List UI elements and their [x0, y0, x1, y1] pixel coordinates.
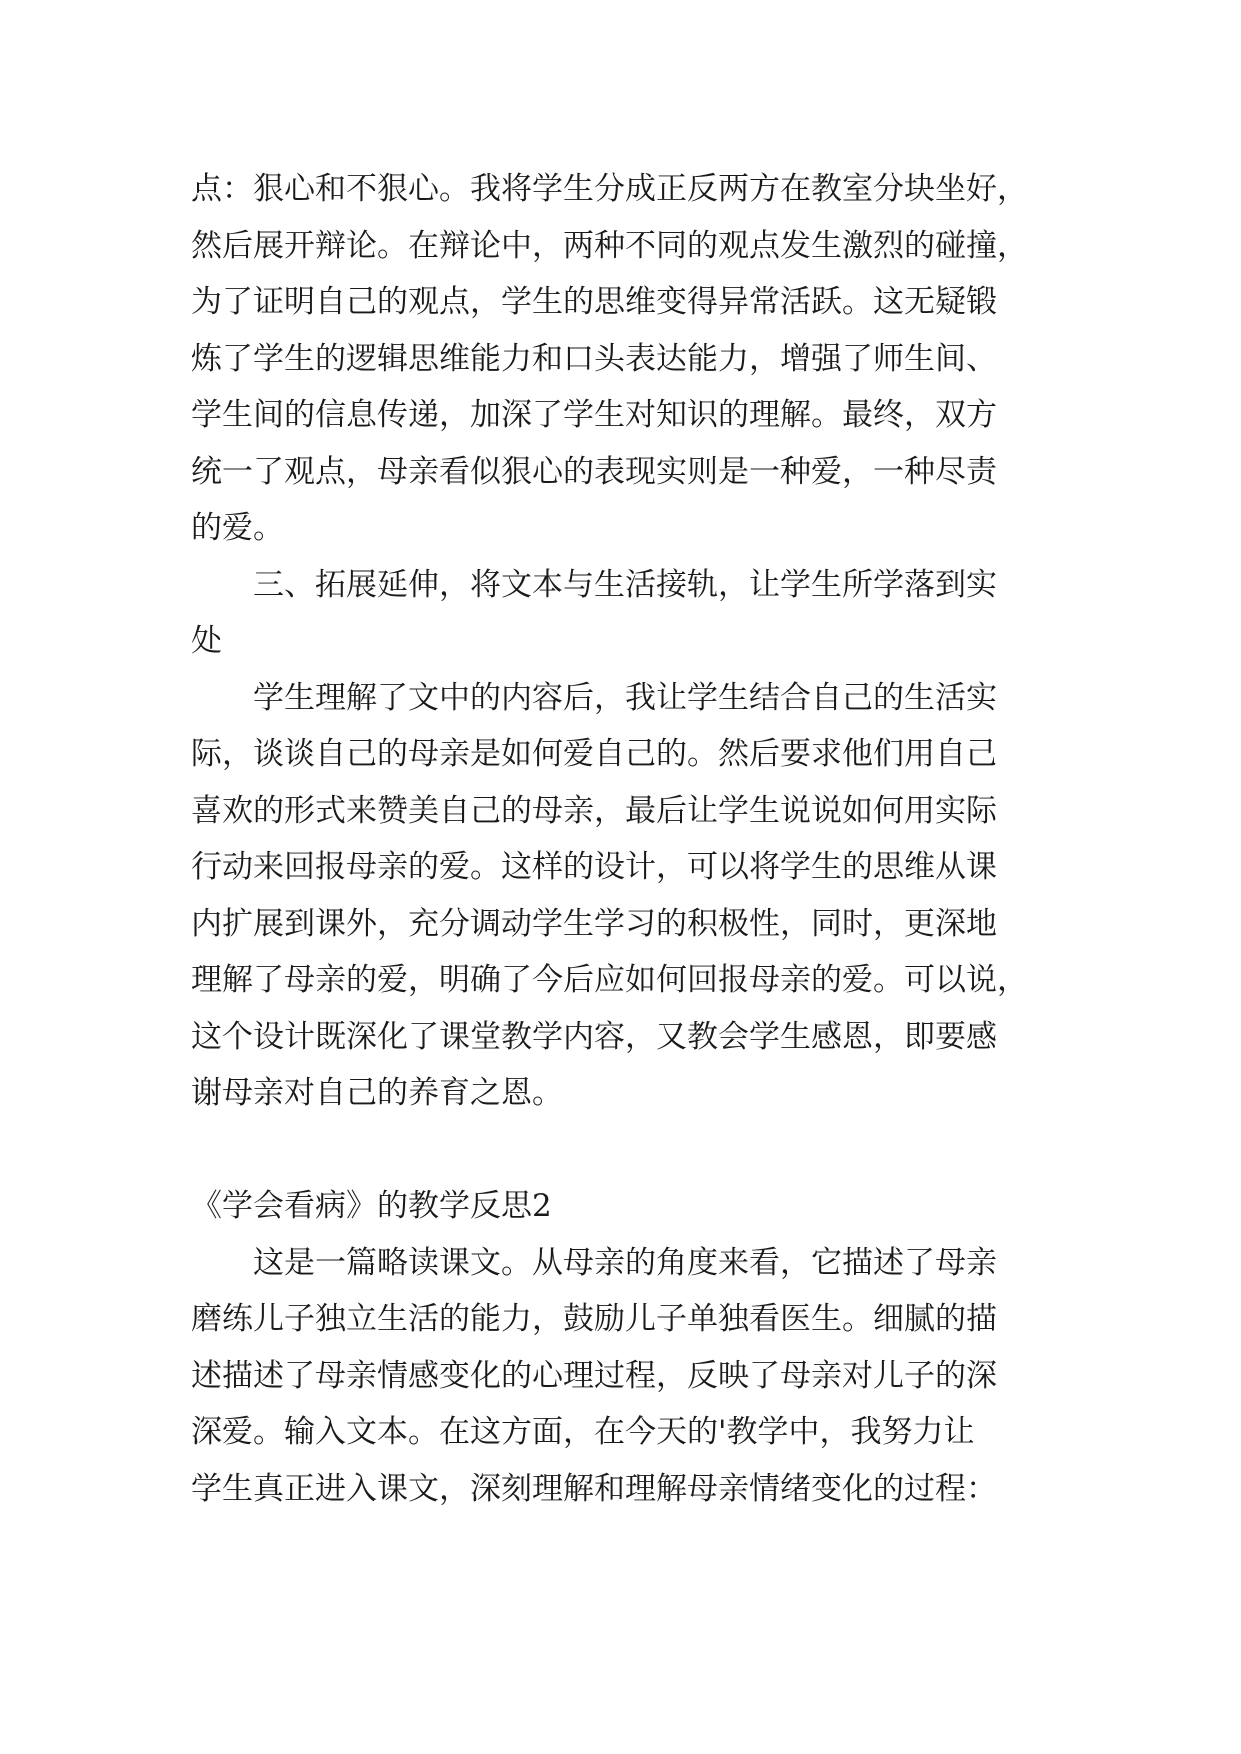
document-body: [191, 161, 1071, 1517]
paragraph-extension: [191, 670, 1071, 1122]
section-heading-extension: [191, 557, 1071, 670]
text-line: 磨练儿子独立生活的能力，鼓励儿子单独看医生。细腻的描: [191, 1301, 997, 1337]
text-line: 深爱。输入文本。在这方面，在今天的'教学中，我努力让: [191, 1414, 975, 1450]
text-line: 喜欢的形式来赞美自己的母亲，最后让学生说说如何用实际: [191, 792, 997, 829]
text-line: 际，谈谈自己的母亲是如何爱自己的。然后要求他们用自己: [191, 736, 997, 772]
text-line: 学生理解了文中的内容后，我让学生结合自己的生活实: [253, 679, 997, 716]
text-line: 理解了母亲的爱，明确了今后应如何回报母亲的爱。可以说，: [191, 962, 1028, 998]
text-line: 三、拓展延伸，将文本与生活接轨，让学生所学落到实: [253, 566, 997, 603]
text-line: 学生间的信息传递，加深了学生对知识的理解。最终，双方: [191, 397, 997, 433]
article-title: 《学会看病》的教学反思2: [191, 1188, 552, 1224]
text-line: 这是一篇略读课文。从母亲的角度来看，它描述了母亲: [253, 1244, 997, 1281]
text-line: 为了证明自己的观点，学生的思维变得异常活跃。这无疑锻: [191, 284, 997, 320]
paragraph-gap: [191, 1122, 1071, 1179]
text-line: 炼了学生的逻辑思维能力和口头表达能力，增强了师生间、: [191, 340, 997, 377]
paragraph-debate-conclusion: [191, 161, 1071, 557]
text-line: 这个设计既深化了课堂教学内容，又教会学生感恩，即要感: [191, 1018, 997, 1055]
text-line: 然后展开辩论。在辩论中，两种不同的观点发生激烈的碰撞，: [191, 227, 1028, 264]
paragraph-reflection-intro: [191, 1235, 1071, 1518]
text-line: 谢母亲对自己的养育之恩。: [191, 1075, 563, 1111]
text-line: 点：狠心和不狠心。我将学生分成正反两方在教室分块坐好，: [191, 171, 1028, 207]
text-line: 的爱。: [191, 510, 284, 546]
text-line: 学生真正进入课文，深刻理解和理解母亲情绪变化的过程：: [191, 1470, 997, 1507]
text-line: 处: [191, 623, 222, 659]
text-line: 内扩展到课外，充分调动学生学习的积极性，同时，更深地: [191, 905, 997, 942]
text-line: 述描述了母亲情感变化的心理过程，反映了母亲对儿子的深: [191, 1357, 997, 1394]
text-line: 统一了观点，母亲看似狠心的表现实则是一种爱，一种尽责: [191, 453, 997, 490]
text-line: 行动来回报母亲的爱。这样的设计，可以将学生的思维从课: [191, 849, 997, 885]
